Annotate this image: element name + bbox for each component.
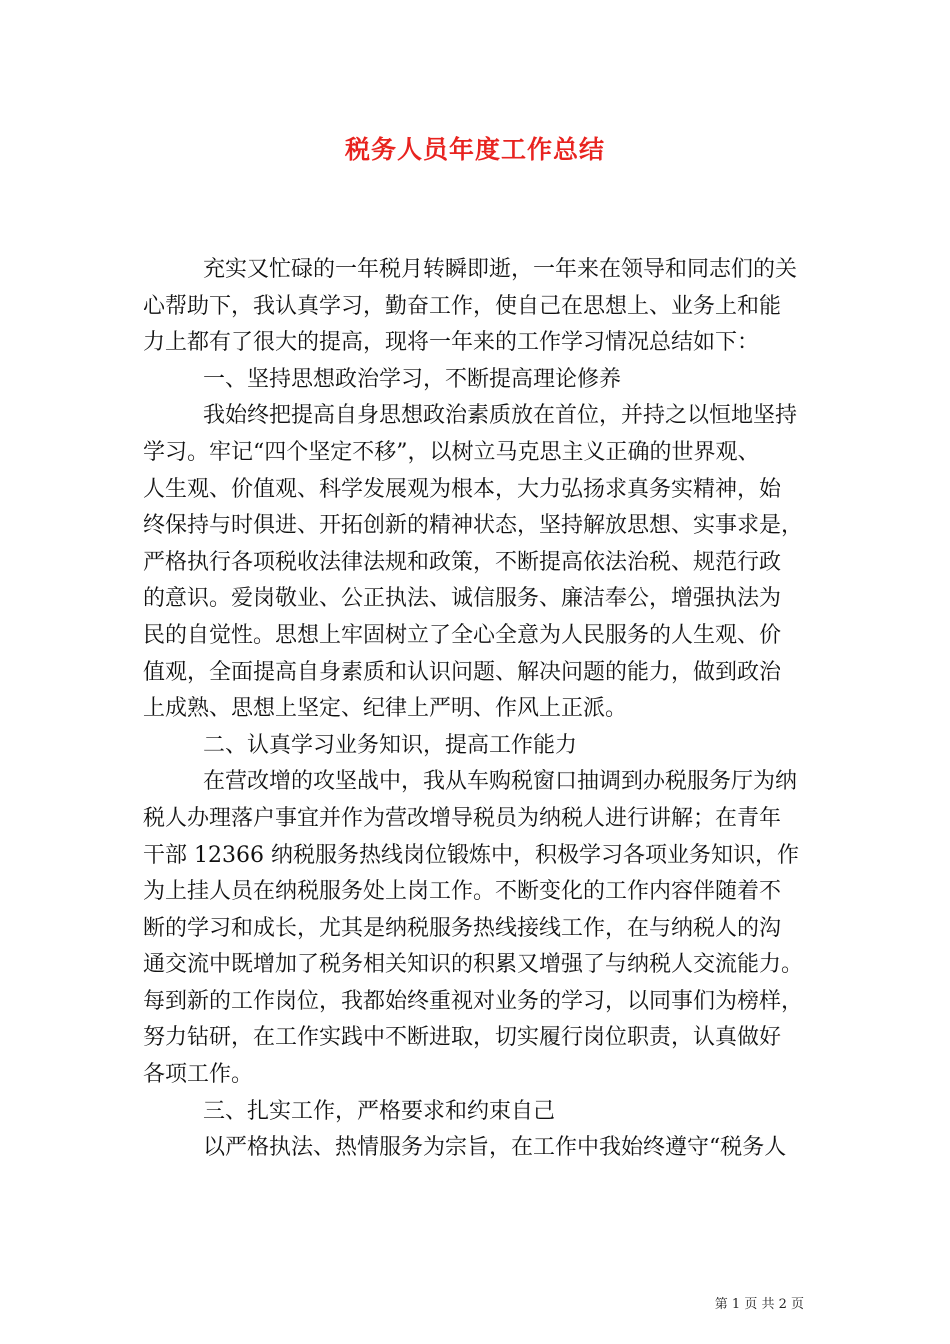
paragraph-line: 学习。牢记“四个坚定不移”，以树立马克思主义正确的世界观、	[143, 439, 760, 465]
section-heading: 二、认真学习业务知识，提高工作能力	[203, 732, 578, 758]
document-title: 税务人员年度工作总结	[344, 135, 605, 164]
paragraph-line: 严格执行各项税收法律法规和政策，不断提高依法治税、规范行政	[143, 549, 782, 575]
paragraph-line: 民的自觉性。思想上牢固树立了全心全意为人民服务的人生观、价	[143, 622, 782, 648]
paragraph-line: 力上都有了很大的提高，现将一年来的工作学习情况总结如下：	[143, 330, 760, 356]
paragraph-line: 税人办理落户事宜并作为营改增导税员为纳税人进行讲解；在青年	[143, 805, 782, 831]
paragraph-line: 我始终把提高自身思想政治素质放在首位，并持之以恒地坚持	[203, 403, 798, 429]
paragraph-line: 每到新的工作岗位，我都始终重视对业务的学习，以同事们为榜样，	[143, 988, 804, 1014]
paragraph-line: 通交流中既增加了税务相关知识的积累又增强了与纳税人交流能力。	[143, 952, 804, 978]
paragraph-line: 值观，全面提高自身素质和认识问题、解决问题的能力，做到政治	[143, 659, 782, 685]
paragraph-line: 上成熟、思想上坚定、纪律上严明、作风上正派。	[143, 696, 628, 722]
paragraph-line: 人生观、价值观、科学发展观为根本，大力弘扬求真务实精神，始	[143, 476, 782, 502]
paragraph-line: 充实又忙碌的一年税月转瞬即逝，一年来在领导和同志们的关	[203, 257, 798, 282]
paragraph-line: 以严格执法、热情服务为宗旨，在工作中我始终遵守“税务人	[203, 1135, 787, 1161]
section-heading: 三、扎实工作，严格要求和约束自己	[203, 1098, 556, 1124]
paragraph-line: 的意识。爱岗敬业、公正执法、诚信服务、廉洁奉公，增强执法为	[143, 586, 782, 612]
paragraph-line: 在营改增的攻坚战中，我从车购税窗口抽调到办税服务厅为纳	[203, 769, 798, 795]
paragraph-line: 各项工作。	[143, 1062, 254, 1088]
paragraph-line: 断的学习和成长，尤其是纳税服务热线接线工作，在与纳税人的沟	[143, 915, 782, 941]
document-body	[143, 252, 807, 1167]
paragraph-line: 干部 12366 纳税服务热线岗位锻炼中，积极学习各项业务知识，作	[143, 842, 799, 868]
paragraph-line: 心帮助下，我认真学习，勤奋工作，使自己在思想上、业务上和能	[143, 293, 782, 319]
section-heading: 一、坚持思想政治学习，不断提高理论修养	[203, 366, 622, 392]
page-number: 第 1 页 共 2 页	[714, 1297, 804, 1312]
paragraph-line: 努力钻研，在工作实践中不断进取，切实履行岗位职责，认真做好	[143, 1025, 782, 1051]
paragraph-line: 为上挂人员在纳税服务处上岗工作。不断变化的工作内容伴随着不	[143, 879, 782, 905]
paragraph-line: 终保持与时俱进、开拓创新的精神状态，坚持解放思想、实事求是，	[143, 513, 804, 539]
